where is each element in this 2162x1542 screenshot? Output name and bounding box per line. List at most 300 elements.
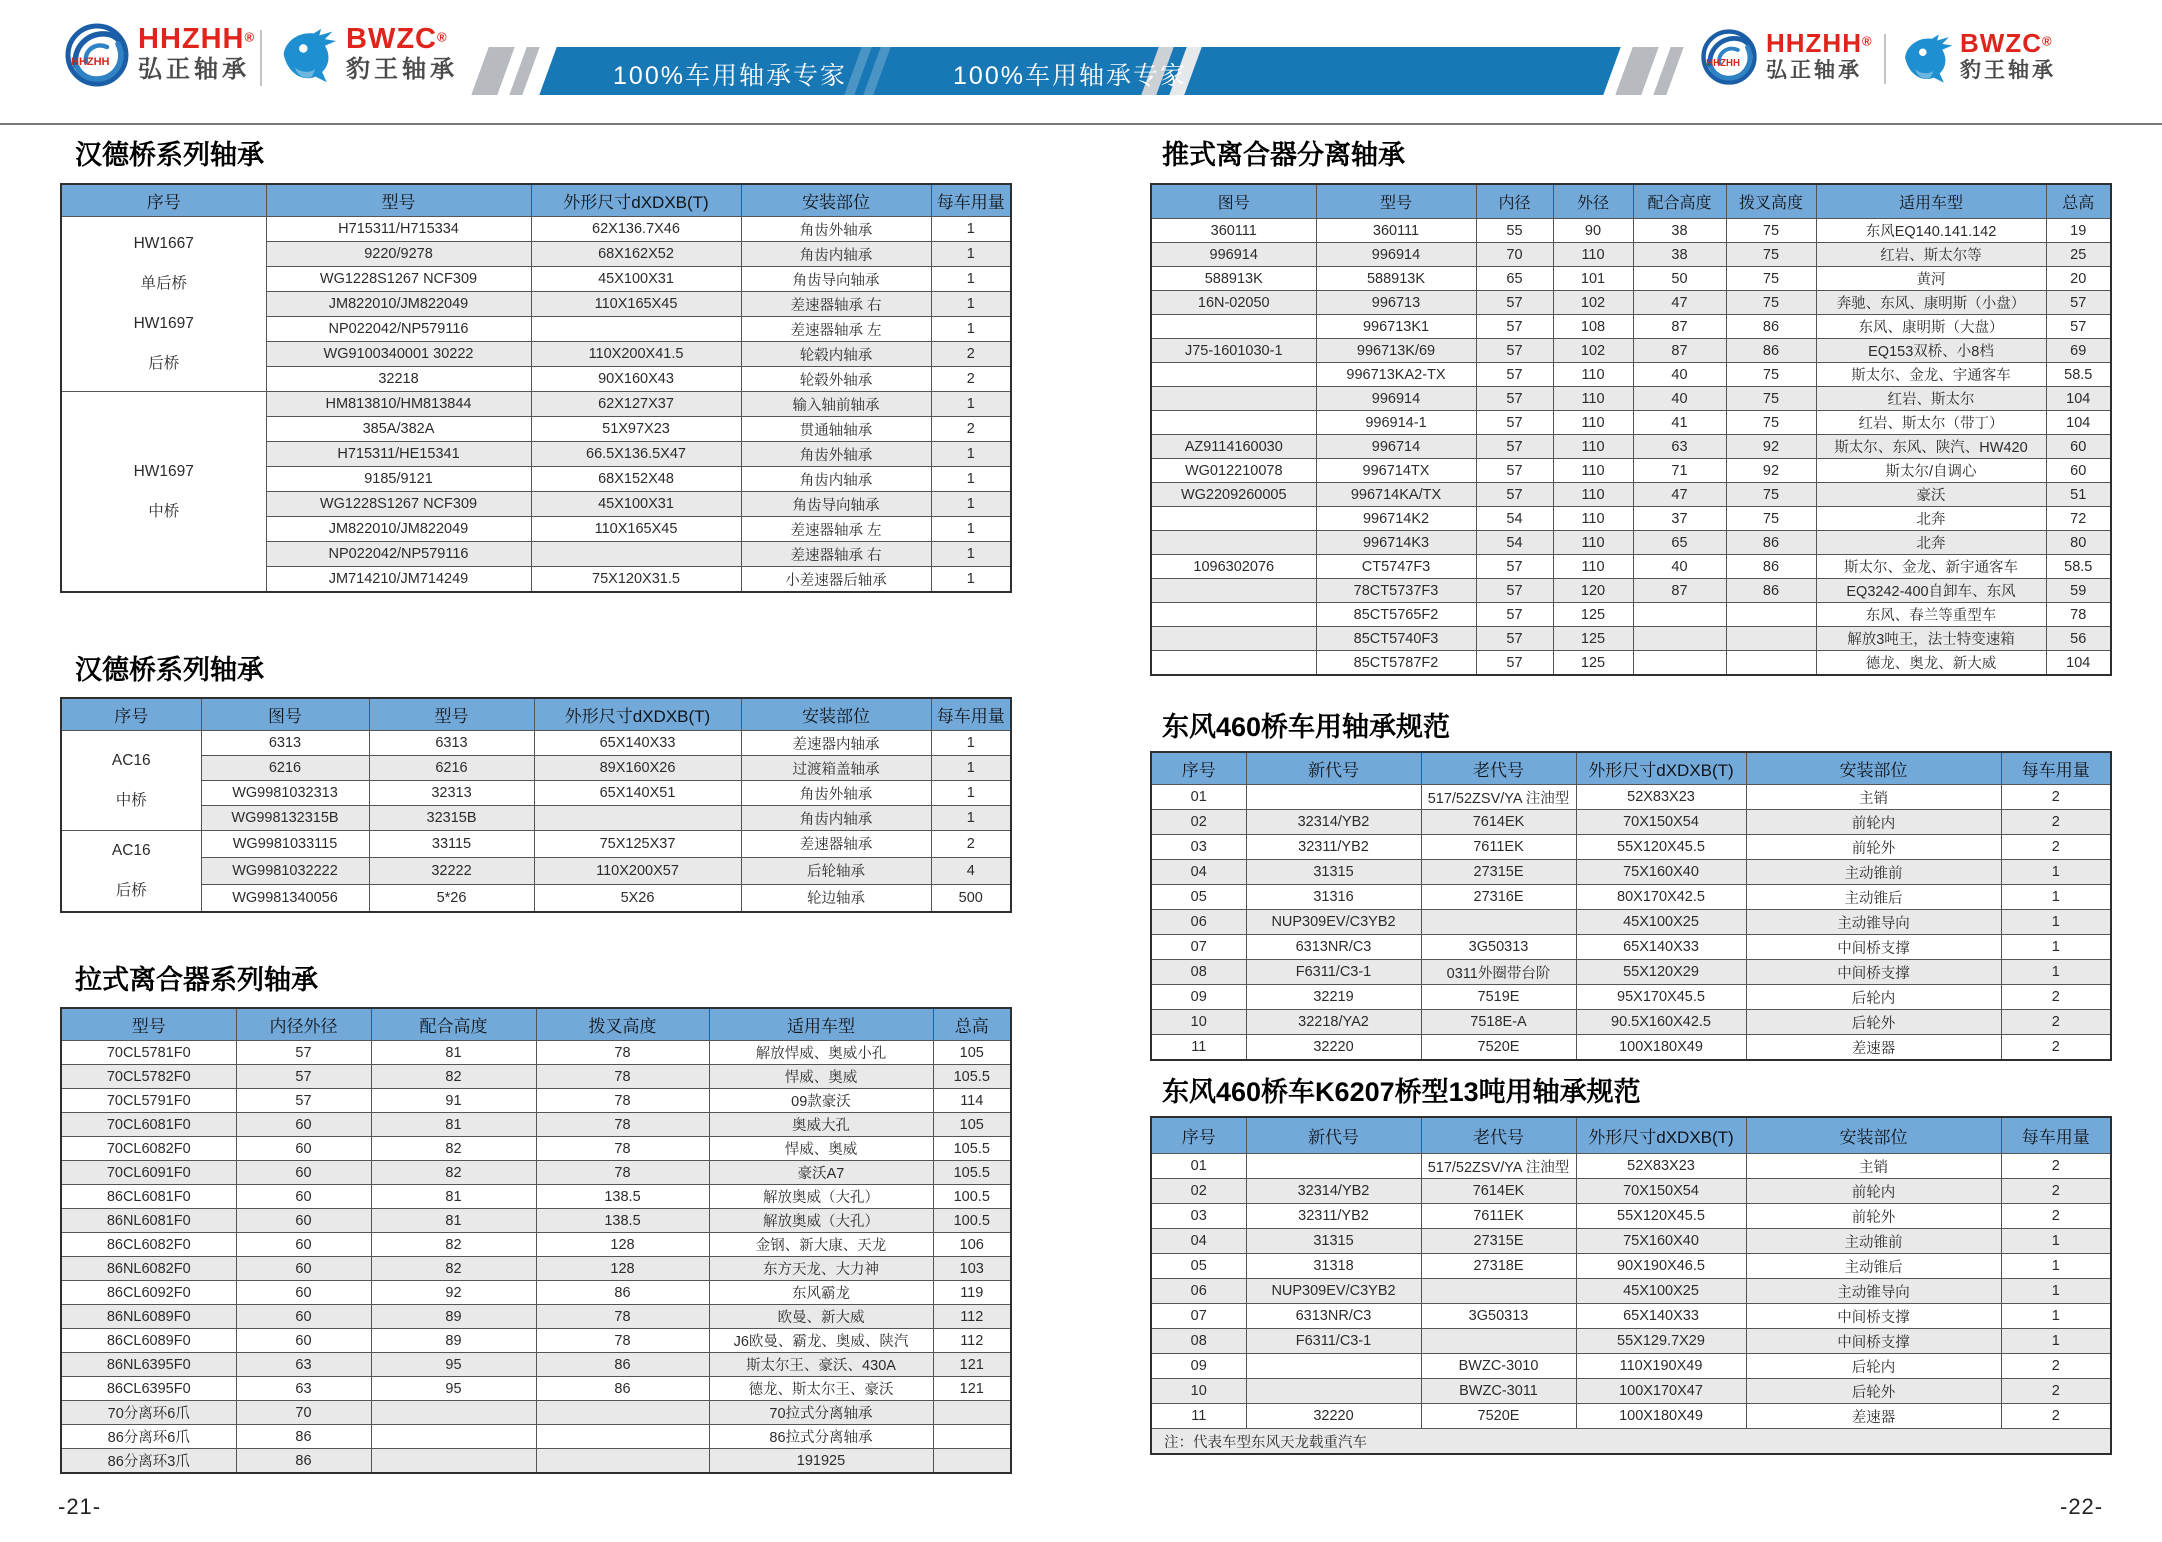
table-row (1151, 985, 2111, 1010)
table-cell: 差速器 (1746, 1404, 2001, 1429)
table-row (1151, 267, 2111, 291)
table-cell: 78 (536, 1089, 709, 1113)
logo-divider (260, 30, 262, 86)
note-row (1151, 1429, 2111, 1455)
table-cell: 78 (536, 1113, 709, 1137)
table-cell: 62X127X37 (531, 392, 741, 417)
table-row (1151, 1354, 2111, 1379)
table-cell: 996714KA/TX (1316, 483, 1476, 507)
table-row (61, 857, 1011, 884)
table-cell (1151, 651, 1316, 676)
table-cell: 87 (1633, 579, 1726, 603)
table-cell: 57 (1476, 387, 1553, 411)
table-cell: 02 (1151, 1179, 1246, 1204)
group-label-cell: AC16 后桥 (61, 831, 201, 913)
hhzhh-logo-icon (64, 22, 130, 88)
table-cell: 7611EK (1421, 1204, 1576, 1229)
table-cell: 差速器轴承 (741, 831, 931, 858)
table-cell: 1 (2001, 1279, 2111, 1304)
bwzc-leopard-icon (1900, 32, 1954, 86)
table-cell (1246, 1154, 1421, 1179)
table-cell: WG2209260005 (1151, 483, 1316, 507)
table-cell: 1 (931, 781, 1011, 806)
table-cell: 57 (1476, 483, 1553, 507)
table-cell: 57 (236, 1089, 371, 1113)
table-cell: 78 (536, 1161, 709, 1185)
table-cell: 6313NR/C3 (1246, 935, 1421, 960)
table-row (61, 884, 1011, 912)
table-row (1151, 363, 2111, 387)
table-cell: 89 (371, 1305, 536, 1329)
table-cell: 60 (2046, 435, 2111, 459)
table-row (61, 1257, 1011, 1281)
table-cell: 110 (1553, 555, 1633, 579)
table-cell: 06 (1151, 1279, 1246, 1304)
column-header: 适用车型 (1816, 184, 2046, 219)
table-cell: WG1228S1267 NCF309 (266, 267, 531, 292)
table-cell: NP022042/NP579116 (266, 317, 531, 342)
table-cell: 86 (1726, 339, 1816, 363)
table-cell: 差速器轴承 右 (741, 292, 931, 317)
table-cell: 1 (931, 242, 1011, 267)
table-cell: 89X160X26 (534, 756, 741, 781)
header-stripe (509, 47, 539, 95)
table-row (1151, 291, 2111, 315)
table-cell: 60 (2046, 459, 2111, 483)
table-cell: 2 (2001, 1404, 2111, 1429)
table-cell: 69 (2046, 339, 2111, 363)
table-cell: 996914 (1316, 387, 1476, 411)
table-cell: 40 (1633, 555, 1726, 579)
group-label-cell: AC16 中桥 (61, 731, 201, 831)
table-cell (531, 317, 741, 342)
table-cell: 68X162X52 (531, 242, 741, 267)
table-cell: 金钢、新大康、天龙 (709, 1233, 933, 1257)
table-cell: 100X180X49 (1576, 1035, 1746, 1061)
table-row (1151, 411, 2111, 435)
table-cell: 红岩、斯太尔 (1816, 387, 2046, 411)
table-row (1151, 960, 2111, 985)
table-cell: 70拉式分离轴承 (709, 1401, 933, 1425)
table-cell: 75X125X37 (534, 831, 741, 858)
table-cell: 55X120X29 (1576, 960, 1746, 985)
table-cell: 86NL6082F0 (61, 1257, 236, 1281)
table-cell: 1 (931, 567, 1011, 593)
table-cell: 1 (931, 542, 1011, 567)
table-cell: 09 (1151, 1354, 1246, 1379)
table-cell: 60 (236, 1305, 371, 1329)
bwzc-abbr: BWZC (1960, 28, 2042, 58)
bwzc-logo-text (1960, 30, 2056, 82)
table-cell: 后轮轴承 (741, 857, 931, 884)
table-cell: 7614EK (1421, 810, 1576, 835)
table-cell: 奔驰、东风、康明斯（小盘） (1816, 291, 2046, 315)
table-cell: 6313NR/C3 (1246, 1304, 1421, 1329)
table-note: 注：代表车型东风天龙载重汽车 (1151, 1429, 2111, 1455)
table-cell: EQ3242-400自卸车、东风 (1816, 579, 2046, 603)
table-cell: 2 (2001, 835, 2111, 860)
column-header: 每车用量 (931, 698, 1011, 731)
table-cell: 95X170X45.5 (1576, 985, 1746, 1010)
table-cell: 86CL6092F0 (61, 1281, 236, 1305)
table-cell: 51 (2046, 483, 2111, 507)
table-cell: 03 (1151, 835, 1246, 860)
column-header: 图号 (1151, 184, 1316, 219)
table-cell: 红岩、斯太尔等 (1816, 243, 2046, 267)
table-cell: 轮边轴承 (741, 884, 931, 912)
column-header: 新代号 (1246, 752, 1421, 785)
table-cell: 90 (1553, 219, 1633, 243)
table-cell: 110X200X41.5 (531, 342, 741, 367)
table-cell: 78 (536, 1041, 709, 1065)
table-cell: 2 (2001, 785, 2111, 810)
data-table (60, 183, 1012, 593)
table-cell: 86NL6395F0 (61, 1353, 236, 1377)
table-cell: 57 (1476, 315, 1553, 339)
table-cell: 27318E (1421, 1254, 1576, 1279)
data-table (1150, 751, 2112, 1061)
table-cell: 66.5X136.5X47 (531, 442, 741, 467)
table-row (1151, 885, 2111, 910)
table-cell: 85CT5787F2 (1316, 651, 1476, 676)
table-cell (536, 1449, 709, 1474)
table-cell: H715311/HE15341 (266, 442, 531, 467)
table-cell: 后轮内 (1746, 985, 2001, 1010)
table-cell: 58.5 (2046, 555, 2111, 579)
table-cell: 86拉式分离轴承 (709, 1425, 933, 1449)
table-cell: 斯太尔/自调心 (1816, 459, 2046, 483)
table-cell: 108 (1553, 315, 1633, 339)
table-cell: 差速器轴承 右 (741, 542, 931, 567)
table-cell: 138.5 (536, 1209, 709, 1233)
table-cell: 104 (2046, 411, 2111, 435)
table-cell (1151, 603, 1316, 627)
table-cell: 03 (1151, 1204, 1246, 1229)
table-cell: 75 (1726, 363, 1816, 387)
column-header: 每车用量 (2001, 1117, 2111, 1154)
table-cell: 81 (371, 1185, 536, 1209)
table-cell: H715311/H715334 (266, 217, 531, 242)
section-title-df460: 东风460桥车用轴承规范 (1162, 712, 1451, 742)
column-header: 适用车型 (709, 1008, 933, 1041)
table-cell: 45X100X25 (1576, 1279, 1746, 1304)
table-row (61, 1305, 1011, 1329)
table-cell: 40 (1633, 363, 1726, 387)
table-cell: 105 (933, 1041, 1011, 1065)
table-cell: 996714 (1316, 435, 1476, 459)
table-cell: 52X83X23 (1576, 785, 1746, 810)
table-cell: 75 (1726, 291, 1816, 315)
table-cell: 110 (1553, 411, 1633, 435)
table-cell: 105.5 (933, 1161, 1011, 1185)
table-cell: 角齿外轴承 (741, 781, 931, 806)
table-row (61, 1233, 1011, 1257)
table-cell: 56 (2046, 627, 2111, 651)
table-cell: 70CL5781F0 (61, 1041, 236, 1065)
table-cell (536, 1425, 709, 1449)
table-cell: 0311外圈带台阶 (1421, 960, 1576, 985)
page-header (0, 0, 2162, 126)
table-row (61, 1137, 1011, 1161)
table-cell: 输入轴前轴承 (741, 392, 931, 417)
data-table (1150, 1116, 2112, 1455)
table-cell: 38 (1633, 219, 1726, 243)
table-cell: 75X160X40 (1576, 1229, 1746, 1254)
group-label-cell: HW1667 单后桥 HW1697 后桥 (61, 217, 266, 392)
table-cell: 09 (1151, 985, 1246, 1010)
table-cell: 1 (931, 267, 1011, 292)
table-cell: 110X165X45 (531, 517, 741, 542)
table-row (1151, 339, 2111, 363)
table-cell: 95 (371, 1353, 536, 1377)
column-header: 序号 (61, 184, 266, 217)
table-cell: 08 (1151, 960, 1246, 985)
table-row (61, 1401, 1011, 1425)
table-cell: 70X150X54 (1576, 1179, 1746, 1204)
table-cell: WG9981033115 (201, 831, 369, 858)
table-row (61, 1065, 1011, 1089)
table-cell: 54 (1476, 507, 1553, 531)
table-cell: 2 (2001, 810, 2111, 835)
table-cell (536, 1401, 709, 1425)
table-cell: 996713K/69 (1316, 339, 1476, 363)
registered-mark: ® (1862, 33, 1872, 49)
table-row (1151, 627, 2111, 651)
table-cell: 57 (1476, 555, 1553, 579)
table-cell (1151, 363, 1316, 387)
table-cell: 2 (2001, 1154, 2111, 1179)
table-cell: 解放奥威（大孔） (709, 1185, 933, 1209)
table-cell: 中间桥支撑 (1746, 935, 2001, 960)
table-cell: 70CL6091F0 (61, 1161, 236, 1185)
table-row (1151, 315, 2111, 339)
table-cell: 128 (536, 1233, 709, 1257)
table-cell: 75 (1726, 411, 1816, 435)
column-header: 图号 (201, 698, 369, 731)
table-cell: 105 (933, 1113, 1011, 1137)
table-cell: 80X170X42.5 (1576, 885, 1746, 910)
table-cell: 11 (1151, 1035, 1246, 1061)
table-cell: 2 (2001, 1204, 2111, 1229)
table-cell: 04 (1151, 860, 1246, 885)
table-cell: 1 (931, 217, 1011, 242)
table-cell: 东风、康明斯（大盘） (1816, 315, 2046, 339)
table-cell: 38 (1633, 243, 1726, 267)
hande-bridge-table-2 (60, 697, 1010, 913)
table-cell: 60 (236, 1137, 371, 1161)
table-cell: 1 (2001, 1304, 2111, 1329)
table-cell: 32222 (369, 857, 534, 884)
table-cell: 32218 (266, 367, 531, 392)
table-cell: 前轮内 (1746, 810, 2001, 835)
table-cell: 01 (1151, 1154, 1246, 1179)
table-cell: 65 (1476, 267, 1553, 291)
table-cell: JM714210/JM714249 (266, 567, 531, 593)
table-cell: 1 (931, 806, 1011, 831)
table-cell: 104 (2046, 651, 2111, 676)
table-cell: 东方天龙、大力神 (709, 1257, 933, 1281)
table-cell: 63 (236, 1353, 371, 1377)
table-cell: 86 (1726, 555, 1816, 579)
table-row (61, 1209, 1011, 1233)
table-cell: 78 (536, 1137, 709, 1161)
table-cell: 7518E-A (1421, 1010, 1576, 1035)
table-cell: 110X190X49 (1576, 1354, 1746, 1379)
section-title-push-clutch: 推式离合器分离轴承 (1162, 140, 1405, 170)
table-cell: 112 (933, 1329, 1011, 1353)
table-row (1151, 387, 2111, 411)
table-row (1151, 860, 2111, 885)
table-row (1151, 1329, 2111, 1354)
table-cell (1633, 651, 1726, 676)
table-cell: 16N-02050 (1151, 291, 1316, 315)
table-cell: 80 (2046, 531, 2111, 555)
table-cell: 主动锥导向 (1746, 1279, 2001, 1304)
table-cell: 27315E (1421, 860, 1576, 885)
table-cell: 57 (1476, 435, 1553, 459)
table-cell: 1 (931, 492, 1011, 517)
header-divider-line (0, 123, 2162, 125)
bwzc-cn-name: 豹王轴承 (346, 56, 458, 84)
table-cell: 55X120X45.5 (1576, 835, 1746, 860)
data-table (60, 697, 1012, 913)
table-cell: 52X83X23 (1576, 1154, 1746, 1179)
table-row (1151, 1229, 2111, 1254)
table-cell: 60 (236, 1329, 371, 1353)
table-cell: 86分离环3爪 (61, 1449, 236, 1474)
section-title-df460-k6207: 东风460桥车K6207桥型13吨用轴承规范 (1162, 1077, 1641, 1107)
table-cell: NP022042/NP579116 (266, 542, 531, 567)
data-table (1150, 183, 2112, 676)
table-cell: 65 (1633, 531, 1726, 555)
table-cell: 悍威、奥威 (709, 1137, 933, 1161)
table-cell: 2 (2001, 985, 2111, 1010)
table-cell: 82 (371, 1065, 536, 1089)
table-cell: 70 (1476, 243, 1553, 267)
table-cell: 81 (371, 1113, 536, 1137)
table-cell: 豪沃A7 (709, 1161, 933, 1185)
table-cell: 114 (933, 1089, 1011, 1113)
table-cell: 128 (536, 1257, 709, 1281)
table-cell: 92 (371, 1281, 536, 1305)
table-cell: 前轮外 (1746, 835, 2001, 860)
table-cell: 5*26 (369, 884, 534, 912)
column-header: 安装部位 (741, 184, 931, 217)
table-cell: 红岩、斯太尔（带丁） (1816, 411, 2046, 435)
table-cell: 68X152X48 (531, 467, 741, 492)
table-cell (1726, 603, 1816, 627)
table-cell: 主销 (1746, 785, 2001, 810)
table-cell: 1 (931, 756, 1011, 781)
table-row (1151, 483, 2111, 507)
table-cell: 65X140X33 (1576, 1304, 1746, 1329)
table-cell: 轮毂内轴承 (741, 342, 931, 367)
column-header: 每车用量 (2001, 752, 2111, 785)
table-cell: 1 (2001, 935, 2111, 960)
table-cell: 40 (1633, 387, 1726, 411)
column-header: 外形尺寸dXDXB(T) (1576, 1117, 1746, 1154)
table-cell: 2 (931, 342, 1011, 367)
column-header: 总高 (2046, 184, 2111, 219)
column-header: 序号 (61, 698, 201, 731)
table-row (1151, 1179, 2111, 1204)
hhzhh-abbr: HHZHH (1766, 28, 1862, 58)
table-cell: 125 (1553, 627, 1633, 651)
table-row (1151, 1154, 2111, 1179)
table-cell (933, 1401, 1011, 1425)
table-cell: 75X120X31.5 (531, 567, 741, 593)
section-title-pull-clutch: 拉式离合器系列轴承 (75, 965, 318, 995)
table-cell: 32219 (1246, 985, 1421, 1010)
table-cell: F6311/C3-1 (1246, 1329, 1421, 1354)
hhzhh-logo-text (1766, 30, 1872, 82)
table-cell: 55 (1476, 219, 1553, 243)
table-cell: NUP309EV/C3YB2 (1246, 1279, 1421, 1304)
table-cell: 47 (1633, 291, 1726, 315)
table-cell: 黄河 (1816, 267, 2046, 291)
table-row (1151, 785, 2111, 810)
table-cell: 前轮外 (1746, 1204, 2001, 1229)
table-cell: 悍威、奥威 (709, 1065, 933, 1089)
slogan-text: 100%车用轴承专家 (613, 62, 847, 90)
table-cell: 3G50313 (1421, 1304, 1576, 1329)
table-cell: 86CL6089F0 (61, 1329, 236, 1353)
table-cell: 996914 (1151, 243, 1316, 267)
table-cell: 角齿导向轴承 (741, 492, 931, 517)
table-row (61, 806, 1011, 831)
table-cell: 60 (236, 1257, 371, 1281)
table-cell: 996914-1 (1316, 411, 1476, 435)
table-cell: 57 (1476, 411, 1553, 435)
table-cell (1151, 387, 1316, 411)
table-cell: 102 (1553, 339, 1633, 363)
table-row (1151, 835, 2111, 860)
table-cell: 100X170X47 (1576, 1379, 1746, 1404)
table-cell: 解放3吨王，法士特变速箱 (1816, 627, 2046, 651)
table-cell: 78 (536, 1329, 709, 1353)
table-row (61, 1329, 1011, 1353)
table-cell: 996713K1 (1316, 315, 1476, 339)
table-cell: F6311/C3-1 (1246, 960, 1421, 985)
table-cell: 过渡箱盖轴承 (741, 756, 931, 781)
table-cell: BWZC-3011 (1421, 1379, 1576, 1404)
column-header: 内径外径 (236, 1008, 371, 1041)
table-cell: 86CL6395F0 (61, 1377, 236, 1401)
table-cell: 588913K (1151, 267, 1316, 291)
column-header: 序号 (1151, 1117, 1246, 1154)
table-cell: 贯通轴轴承 (741, 417, 931, 442)
table-cell: 主动锥前 (1746, 1229, 2001, 1254)
table-cell: 主销 (1746, 1154, 2001, 1179)
table-cell: 104 (2046, 387, 2111, 411)
table-cell: 75 (1726, 267, 1816, 291)
table-cell: 65X140X51 (534, 781, 741, 806)
df460-k6207-table (1150, 1116, 2110, 1455)
table-cell: WG1228S1267 NCF309 (266, 492, 531, 517)
table-cell: CT5747F3 (1316, 555, 1476, 579)
table-cell: 86分离环6爪 (61, 1425, 236, 1449)
table-cell: 138.5 (536, 1185, 709, 1209)
section-title-hande-2: 汉德桥系列轴承 (75, 655, 264, 685)
table-cell: 86CL6082F0 (61, 1233, 236, 1257)
bwzc-logo-text (346, 24, 458, 83)
column-header: 安装部位 (1746, 1117, 2001, 1154)
table-cell: EQ153双桥、小8档 (1816, 339, 2046, 363)
table-cell: 517/52ZSV/YA 注油型 (1421, 1154, 1576, 1179)
table-cell: 45X100X25 (1576, 910, 1746, 935)
table-cell: 60 (236, 1185, 371, 1209)
table-cell (1633, 627, 1726, 651)
